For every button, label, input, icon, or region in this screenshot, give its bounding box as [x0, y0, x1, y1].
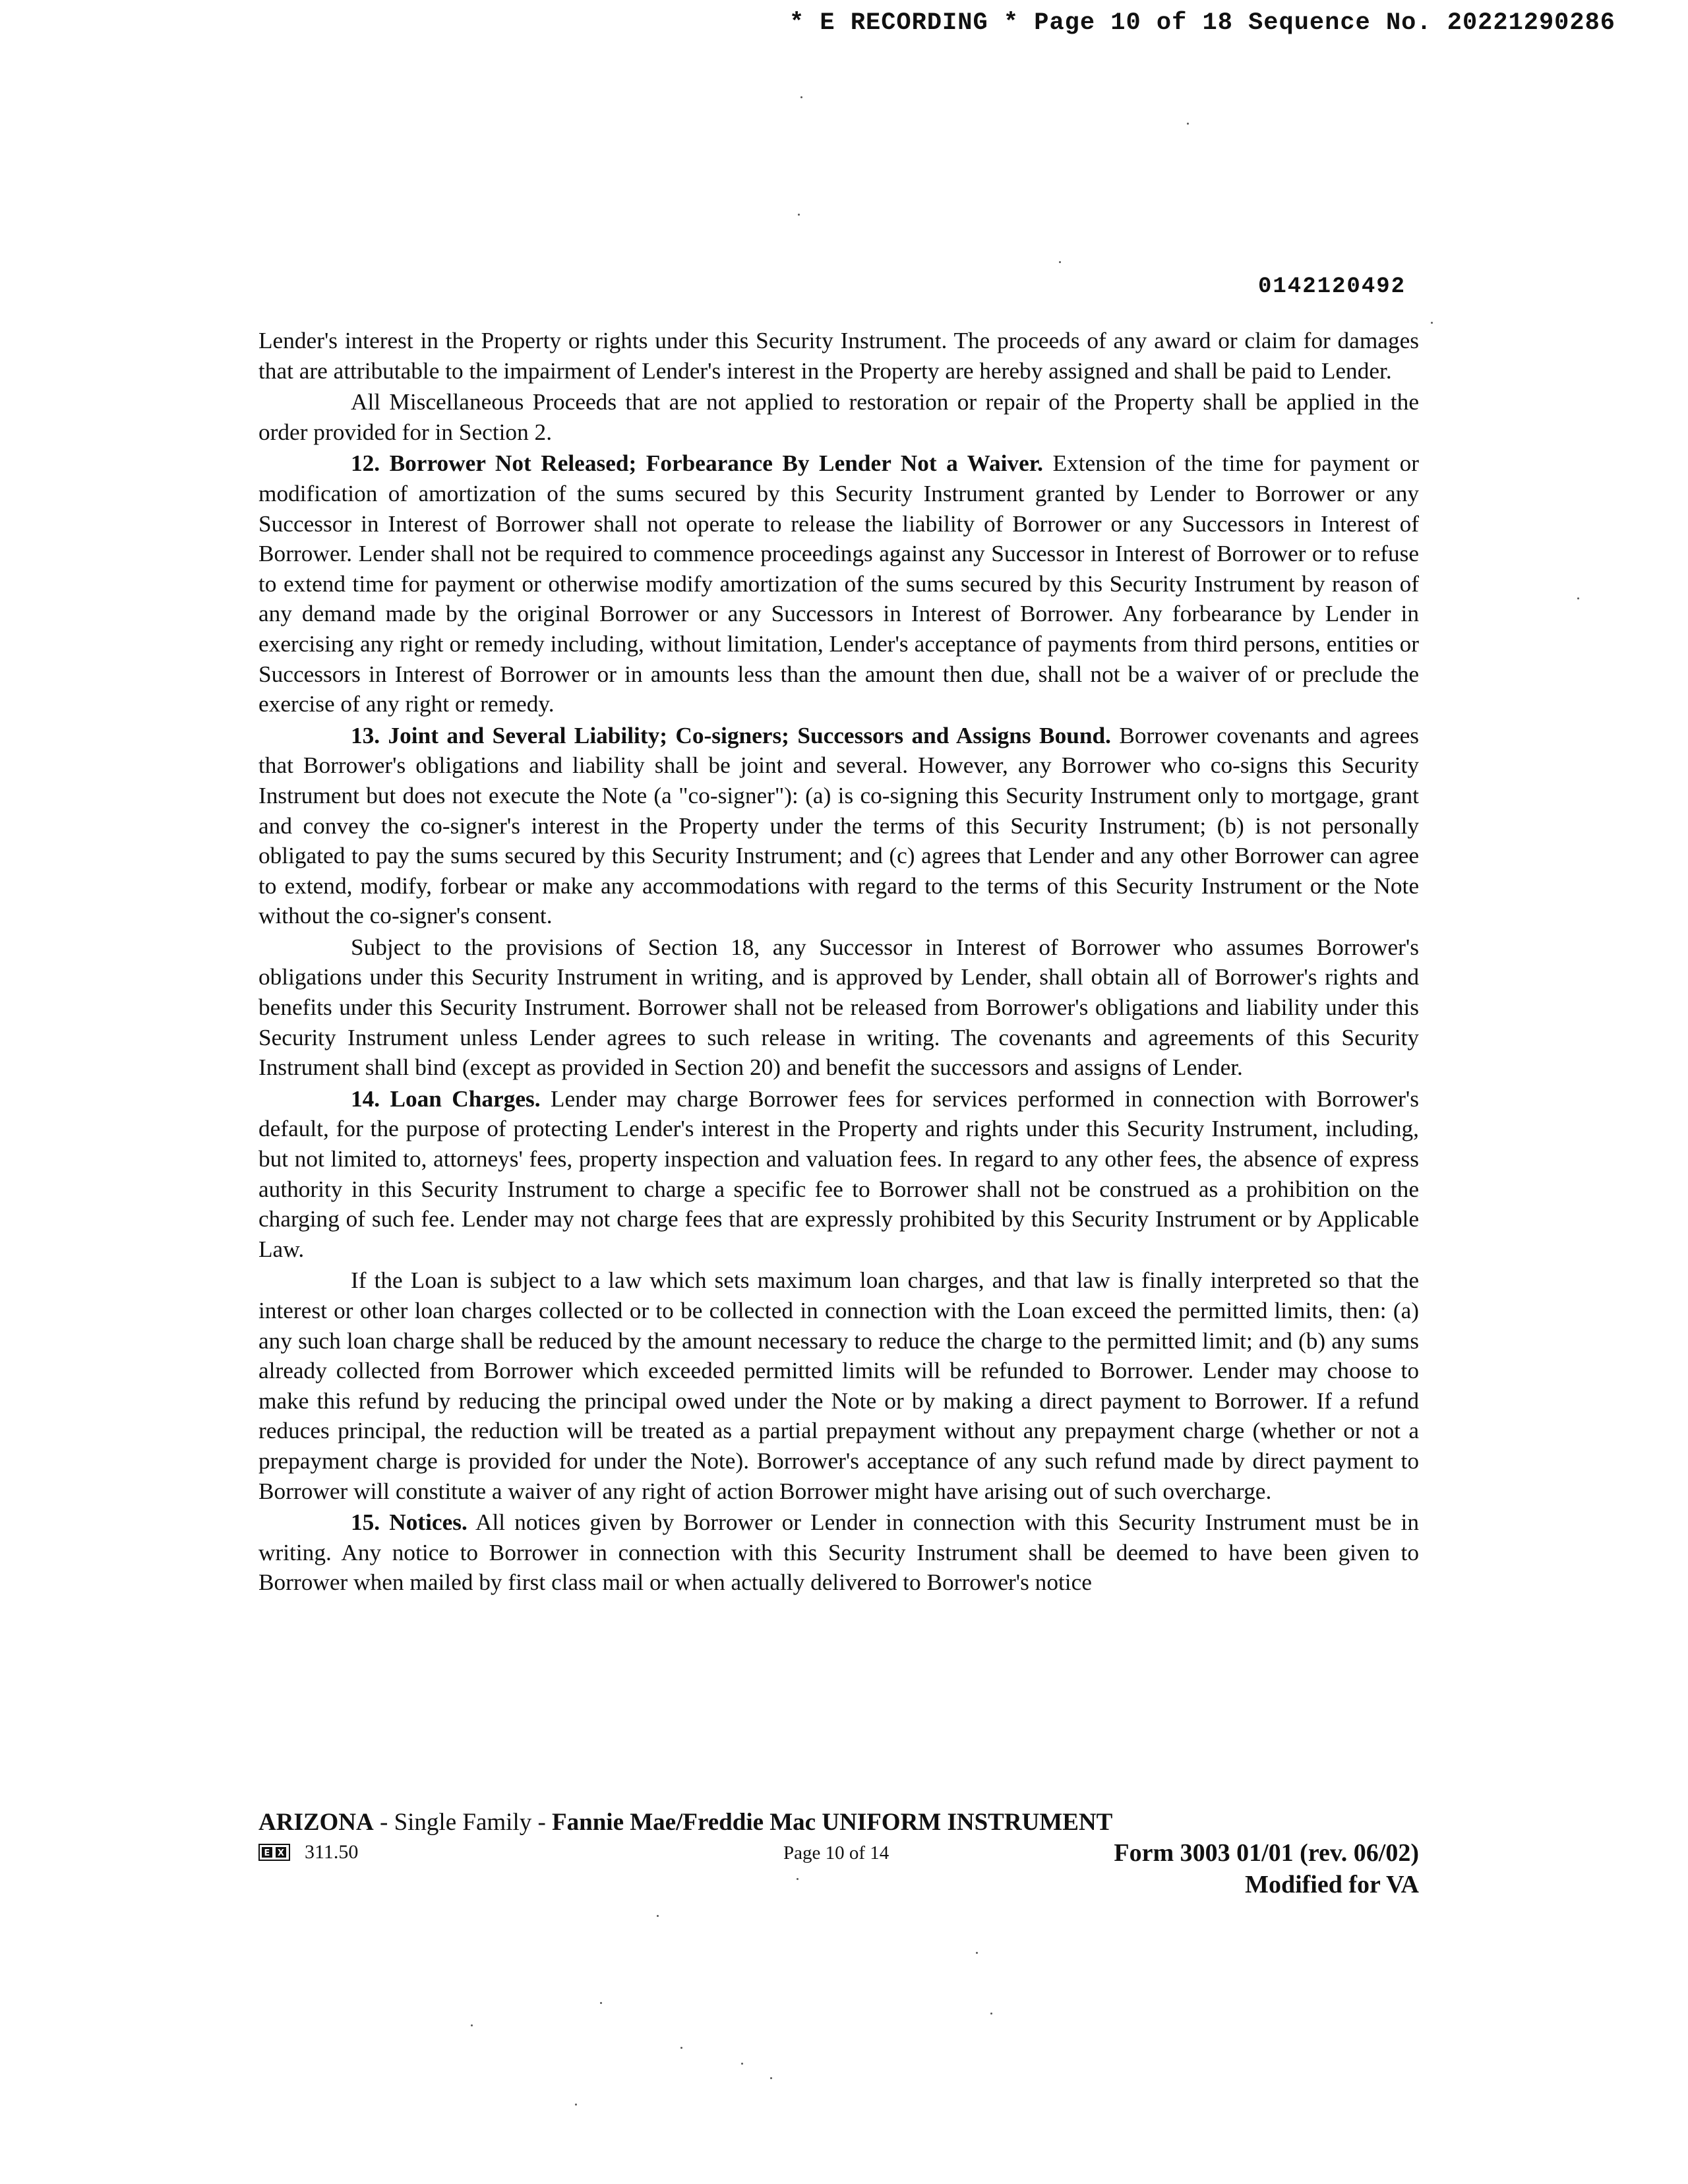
section-15-text: All notices given by Borrower or Lender in connection with this Security Instrument must be in writing. Any notice to Borrower in connection with this Security Instrument shall be deemed to have been given to Borrower when mailed by first class mail or when actually delivered to Borrower's notice [258, 1509, 1419, 1596]
ex-form-icon [258, 1844, 290, 1861]
scan-speck [797, 1878, 799, 1880]
form-code-text: 311.50 [305, 1841, 359, 1863]
scan-speck [680, 2047, 682, 2049]
scan-speck [471, 2024, 473, 2026]
footer-sep: - Single Family - [373, 1809, 553, 1836]
scan-speck [990, 2013, 992, 2015]
footer-form-number [1114, 1837, 1419, 1900]
svg-text:X: X [277, 1848, 285, 1858]
footer-title [258, 1808, 1112, 1836]
scan-speck [800, 96, 802, 98]
paragraph-continuation: Lender's interest in the Property or rights under this Security Instrument. The proceeds of any award or claim for damages that are attributable to the impairment of Lender's interest in the Property are hereby assigned and shall be paid to Lender. [258, 328, 1419, 384]
section-13-paragraph-2: Subject to the provisions of Section 18, any Successor in Interest of Borrower who assumes Borrower's obligations under this Security Instrument in writing, and is approved by Lender, shall obtain all of Borrower's rights and benefits under this Security Instrument. Borrower shall not be released from Borrower's obligations and liability under this Security Instrument unless Lender agrees to such release in writing. The covenants and agreements of this Security Instrument shall bind (except as provided in Section 20) and benefit the successors and assigns of Lender. [258, 934, 1419, 1081]
section-15 [258, 1507, 1419, 1598]
scan-speck [770, 2077, 772, 2079]
modified-for-va: Modified for VA [1245, 1871, 1419, 1898]
scan-speck [657, 1915, 659, 1917]
scan-speck [798, 214, 800, 216]
scan-speck [600, 2002, 602, 2004]
form-number: Form 3003 01/01 (rev. 06/02) [1114, 1839, 1419, 1867]
section-14-paragraph-2: If the Loan is subject to a law which sets maximum loan charges, and that law is finally interpreted so that the interest or other loan charges collected or to be collected in connection with the Loan exceed the permitted limits, then: (a) any such loan charge shall be reduced by the amount necessary to reduce the charge to the permitted limit; and (b) any sums already collected from Borrower which exceeded permitted limits will be refunded to Borrower. Lender may choose to make this refund by reducing the principal owed under the Note or by making a direct payment to Borrower. If a refund reduces principal, the reduction will be treated as a partial prepayment without any prepayment charge (whether or not a prepayment charge is provided for under the Note). Borrower's acceptance of any such refund made by direct payment to Borrower will constitute a waiver of any right of action Borrower might have arising out of such overcharge. [258, 1267, 1419, 1504]
footer-state: ARIZONA [258, 1809, 374, 1836]
section-14-heading: 14. Loan Charges. [351, 1085, 541, 1112]
scan-speck [1577, 597, 1579, 599]
document-body [258, 326, 1419, 1599]
scan-speck [575, 2104, 577, 2106]
scan-speck [741, 2063, 743, 2065]
scan-speck [1431, 322, 1433, 324]
recording-header: * E RECORDING * Page 10 of 18 Sequence No. 20221290286 [789, 9, 1615, 37]
scan-speck [1059, 261, 1061, 263]
loan-number: 0142120492 [1258, 274, 1406, 299]
scan-speck [976, 1952, 978, 1954]
svg-text:E: E [264, 1848, 270, 1858]
section-14-text: Lender may charge Borrower fees for services performed in connection with Borrower's default, for the purpose of protecting Lender's interest in the Property and rights under this Security Instrument, including, but not limited to, attorneys' fees, property inspection and valuation fees. In regard to any other fees, the absence of express authority in this Security Instrument to charge a specific fee to Borrower shall not be construed as a prohibition on the charging of such fee. Lender may not charge fees that are expressly prohibited by this Security Instrument or by Applicable Law. [258, 1085, 1419, 1262]
section-15-heading: 15. Notices. [351, 1509, 467, 1536]
section-13 [258, 721, 1419, 931]
footer-page-number: Page 10 of 14 [783, 1842, 889, 1864]
section-13-text: Borrower covenants and agrees that Borrower's obligations and liability shall be joint and several. However, any Borrower who co-signs this Security Instrument but does not execute the Note (a "co-signer"): (a) is co-signing this Security Instrument only to mortgage, grant and convey the co-signer's interest in the Property under the terms of this Security Instrument; (b) is not personally obligated to pay the sums secured by this Security Instrument; and (c) agrees that Lender and any other Borrower can agree to extend, modify, forbear or make any accommodations with regard to the terms of this Security Instrument or the Note without the co-signer's consent. [258, 722, 1419, 929]
section-12-heading: 12. Borrower Not Released; Forbearance By Lender Not a Waiver. [351, 450, 1043, 477]
paragraph-misc-proceeds: All Miscellaneous Proceeds that are not applied to restoration or repair of the Property shall be applied in the order provided for in Section 2. [258, 389, 1419, 445]
scan-speck [1187, 123, 1189, 125]
section-12-text: Extension of the time for payment or modification of amortization of the sums secured by this Security Instrument granted by Lender to Borrower or any Successor in Interest of Borrower shall not operate to release the liability of Borrower or any Successors in Interest of Borrower. Lender shall not be required to commence proceedings against any Successor in Interest of Borrower or to refuse to extend time for payment or otherwise modify amortization of the sums secured by this Security Instrument by reason of any demand made by the original Borrower or any Successors in Interest of Borrower. Any forbearance by Lender in exercising any right or remedy including, without limitation, Lender's acceptance of payments from third persons, entities or Successors in Interest of Borrower or in amounts less than the amount then due, shall not be a waiver of or preclude the exercise of any right or remedy. [258, 450, 1419, 717]
footer-form-code [258, 1841, 358, 1864]
section-12 [258, 448, 1419, 719]
section-13-heading: 13. Joint and Several Liability; Co-signers; Successors and Assigns Bound. [351, 722, 1111, 748]
section-14 [258, 1084, 1419, 1265]
footer-instrument: Fannie Mae/Freddie Mac UNIFORM INSTRUMENT [552, 1809, 1113, 1836]
